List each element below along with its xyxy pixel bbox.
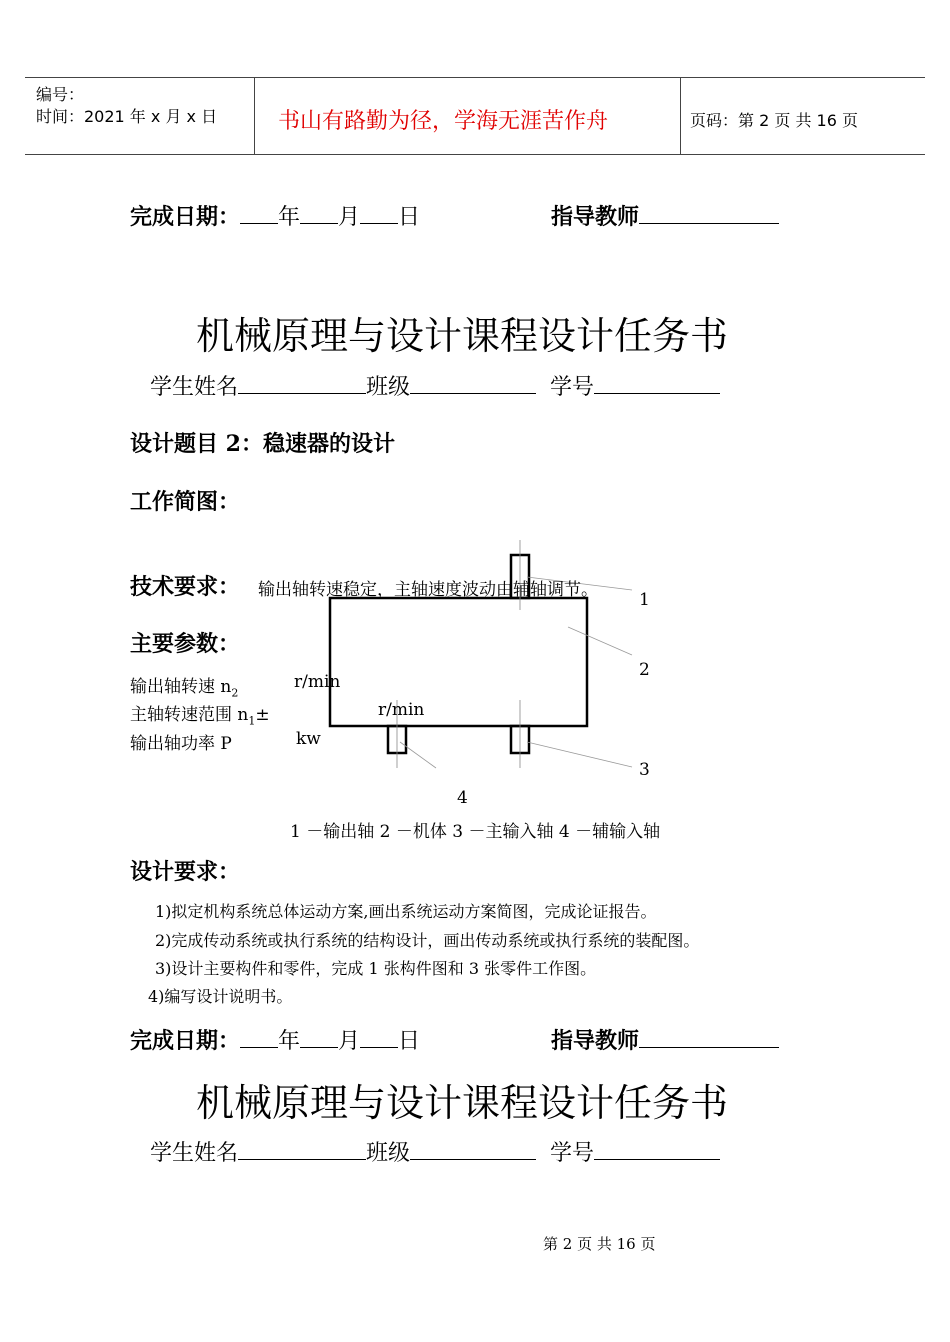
task-title: 机械原理与设计课程设计任务书 xyxy=(196,314,729,358)
label-2: 2 xyxy=(639,660,650,680)
student-no-label: 学号 xyxy=(550,375,595,400)
label-1: 1 xyxy=(639,590,650,610)
day-label: 日 xyxy=(398,1029,421,1054)
label-4: 4 xyxy=(457,788,468,808)
design-req-heading: 设计要求： xyxy=(130,860,241,885)
label-3: 3 xyxy=(639,760,650,780)
teacher-blank xyxy=(639,1025,779,1048)
completion-date-label: 完成日期： xyxy=(130,205,241,230)
param-main-speed-unit: r/min xyxy=(378,700,425,720)
completion-date-line-2 xyxy=(130,1024,420,1055)
param-power-unit: kw xyxy=(296,729,321,749)
student-name-blank xyxy=(238,1137,366,1160)
param-suffix: ± xyxy=(255,705,270,725)
param-sub: 2 xyxy=(231,686,239,700)
machine-body xyxy=(330,598,587,726)
requirement-1: 1)拟定机构系统总体运动方案,画出系统运动方案简图，完成论证报告。 xyxy=(155,902,657,921)
requirement-3: 3)设计主要构件和零件，完成 1 张构件图和 3 张零件工作图。 xyxy=(155,959,597,978)
param-power xyxy=(130,729,232,754)
header-code-label: 编号： xyxy=(36,85,85,104)
student-no-label: 学号 xyxy=(550,1141,595,1166)
month-label: 月 xyxy=(338,1029,361,1054)
completion-date-label: 完成日期： xyxy=(130,1029,241,1054)
param-name: 输出轴转速 n xyxy=(130,677,232,697)
param-output-speed xyxy=(130,672,238,699)
header-time: 时间：2021 年 x 月 x 日 xyxy=(36,107,218,126)
param-output-speed-unit: r/min xyxy=(294,672,341,692)
task-title-2: 机械原理与设计课程设计任务书 xyxy=(196,1081,729,1125)
day-blank xyxy=(360,1025,398,1048)
diagram-heading: 工作简图： xyxy=(130,490,241,515)
requirement-4: 4)编写设计说明书。 xyxy=(148,987,293,1006)
year-label: 年 xyxy=(278,205,301,230)
student-name-label: 学生姓名 xyxy=(150,375,239,400)
leader-3 xyxy=(527,742,632,767)
param-name: 主轴转速范围 n xyxy=(130,705,249,725)
student-info-line-2 xyxy=(150,1136,720,1167)
student-no-blank xyxy=(594,1137,720,1160)
header-page-info: 页码：第 2 页 共 16 页 xyxy=(690,111,858,130)
teacher-label: 指导教师 xyxy=(551,205,640,230)
leader-2 xyxy=(568,627,632,655)
class-label: 班级 xyxy=(366,1141,411,1166)
param-name: 输出轴功率 P xyxy=(130,734,232,754)
month-blank xyxy=(300,1025,338,1048)
class-label: 班级 xyxy=(366,375,411,400)
year-label: 年 xyxy=(278,1029,301,1054)
tech-heading: 技术要求： xyxy=(130,575,241,600)
student-name-label: 学生姓名 xyxy=(150,1141,239,1166)
year-blank xyxy=(240,1025,278,1048)
class-blank xyxy=(410,1137,536,1160)
params-heading: 主要参数： xyxy=(130,632,241,657)
diagram-caption: 1 －输出轴 2 －机体 3 －主输入轴 4 －辅输入轴 xyxy=(290,822,661,842)
param-sub: 1 xyxy=(248,714,256,728)
teacher-label: 指导教师 xyxy=(551,1029,640,1054)
tech-text: 输出轴转速稳定，主轴速度波动由辅轴调节。 xyxy=(258,580,598,600)
design-topic: 设计题目 2：稳速器的设计 xyxy=(130,431,395,457)
day-label: 日 xyxy=(398,205,421,230)
param-main-speed xyxy=(130,700,270,727)
requirement-2: 2)完成传动系统或执行系统的结构设计，画出传动系统或执行系统的装配图。 xyxy=(155,931,700,950)
header-motto: 书山有路勤为径，学海无涯苦作舟 xyxy=(278,109,609,134)
leader-4 xyxy=(400,742,436,768)
page-footer: 第 2 页 共 16 页 xyxy=(543,1235,656,1253)
teacher-line-2 xyxy=(551,1024,779,1055)
month-label: 月 xyxy=(338,205,361,230)
